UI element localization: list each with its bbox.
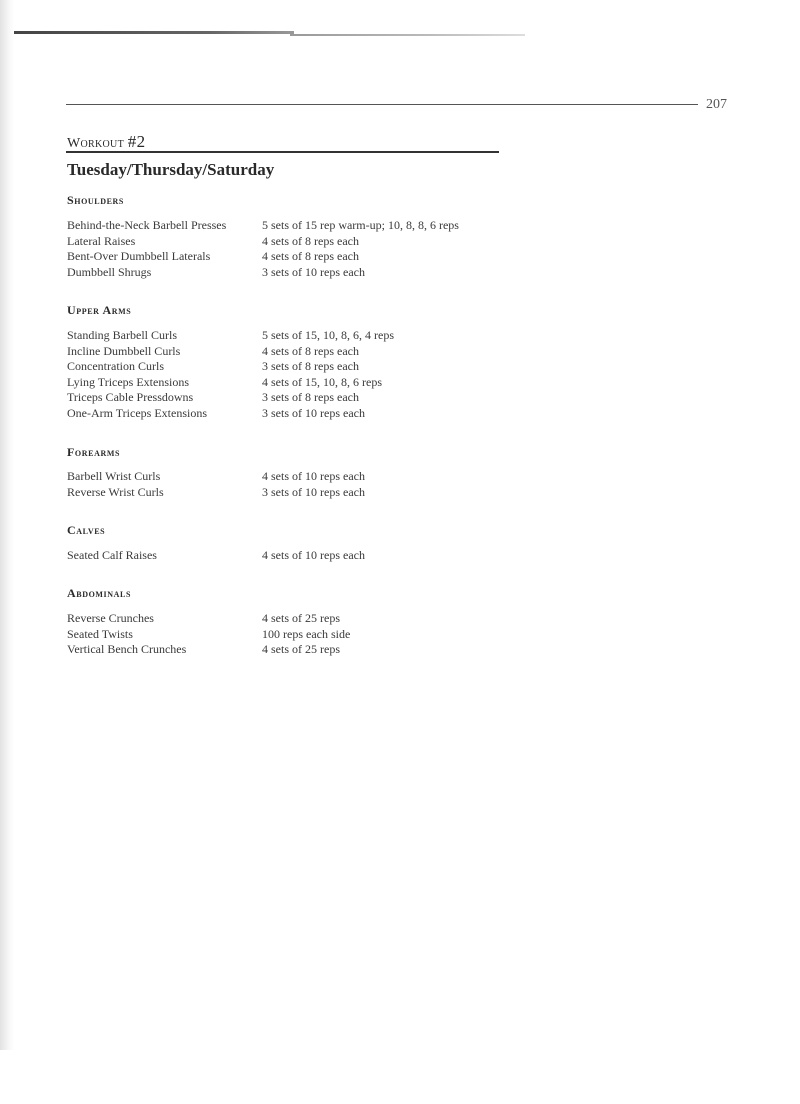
exercise-name: Behind-the-Neck Barbell Presses [67, 218, 227, 232]
table-row [67, 627, 537, 643]
exercise-name: Reverse Wrist Curls [67, 484, 164, 499]
table-row [67, 218, 537, 234]
exercise-table-upper-arms [67, 328, 537, 422]
table-row [67, 375, 537, 391]
exercise-name: Incline Dumbbell Curls [67, 343, 181, 358]
exercise-sets: 4 sets of 8 reps each [262, 249, 359, 264]
exercise-name: Lying Triceps Extensions [67, 374, 190, 389]
table-row [67, 249, 537, 265]
exercise-name: Bent-Over Dumbbell Laterals [67, 249, 211, 264]
workout-days: Tuesday/Thursday/Saturday [67, 160, 275, 179]
exercise-sets: 5 sets of 15 rep warm-up; 10, 8, 8, 6 reps [262, 218, 459, 232]
exercise-name: Standing Barbell Curls [67, 328, 177, 342]
exercise-name: Seated Calf Raises [67, 548, 157, 562]
table-row [67, 406, 537, 422]
exercise-sets: 3 sets of 10 reps each [262, 484, 365, 499]
section-heading-calves: Calves [67, 523, 106, 537]
table-row [67, 234, 537, 250]
table-row [67, 390, 537, 406]
exercise-table-abdominals [67, 611, 537, 658]
exercise-sets: 4 sets of 8 reps each [262, 343, 359, 358]
exercise-name: Concentration Curls [67, 359, 164, 374]
exercise-table-forearms [67, 469, 537, 500]
table-row [67, 611, 537, 627]
scan-shadow-left [0, 0, 14, 1050]
workout-number: #2 [127, 132, 146, 151]
scan-artifact-top [14, 31, 294, 34]
workout-title [67, 132, 145, 152]
exercise-sets: 3 sets of 8 reps each [262, 359, 359, 374]
exercise-name: Dumbbell Shrugs [67, 264, 152, 279]
table-row [67, 548, 537, 564]
exercise-sets: 3 sets of 10 reps each [262, 405, 365, 420]
exercise-name: Lateral Raises [67, 233, 136, 248]
section-heading-shoulders: Shoulders [67, 193, 124, 207]
title-rule [66, 151, 499, 153]
section-heading-abdominals: Abdominals [67, 586, 132, 600]
table-row [67, 265, 537, 281]
exercise-sets: 5 sets of 15, 10, 8, 6, 4 reps [262, 328, 394, 342]
workout-label: Workout [67, 136, 124, 151]
exercise-sets: 4 sets of 25 reps [262, 611, 340, 625]
exercise-sets: 4 sets of 10 reps each [262, 469, 365, 483]
exercise-name: Barbell Wrist Curls [67, 469, 161, 483]
exercise-name: Vertical Bench Crunches [67, 642, 187, 657]
table-row [67, 344, 537, 360]
table-row [67, 328, 537, 344]
exercise-name: Reverse Crunches [67, 611, 154, 625]
table-row [67, 359, 537, 375]
table-row [67, 485, 537, 501]
scan-artifact-top-faint [290, 34, 525, 36]
exercise-sets: 4 sets of 15, 10, 8, 6 reps [262, 374, 382, 389]
section-heading-upper-arms: Upper Arms [67, 303, 132, 317]
exercise-sets: 100 reps each side [262, 626, 351, 641]
exercise-sets: 4 sets of 25 reps [262, 642, 340, 657]
exercise-name: One-Arm Triceps Extensions [67, 405, 207, 420]
table-row [67, 469, 537, 485]
exercise-sets: 3 sets of 10 reps each [262, 264, 365, 279]
exercise-table-shoulders [67, 218, 537, 280]
exercise-sets: 4 sets of 8 reps each [262, 233, 359, 248]
exercise-table-calves [67, 548, 537, 564]
exercise-name: Seated Twists [67, 626, 133, 641]
exercise-sets: 4 sets of 10 reps each [262, 548, 365, 562]
section-heading-forearms: Forearms [67, 445, 121, 459]
page-number: 207 [706, 97, 727, 112]
header-rule [66, 104, 698, 105]
exercise-name: Triceps Cable Pressdowns [67, 390, 194, 405]
exercise-sets: 3 sets of 8 reps each [262, 390, 359, 405]
table-row [67, 642, 537, 658]
